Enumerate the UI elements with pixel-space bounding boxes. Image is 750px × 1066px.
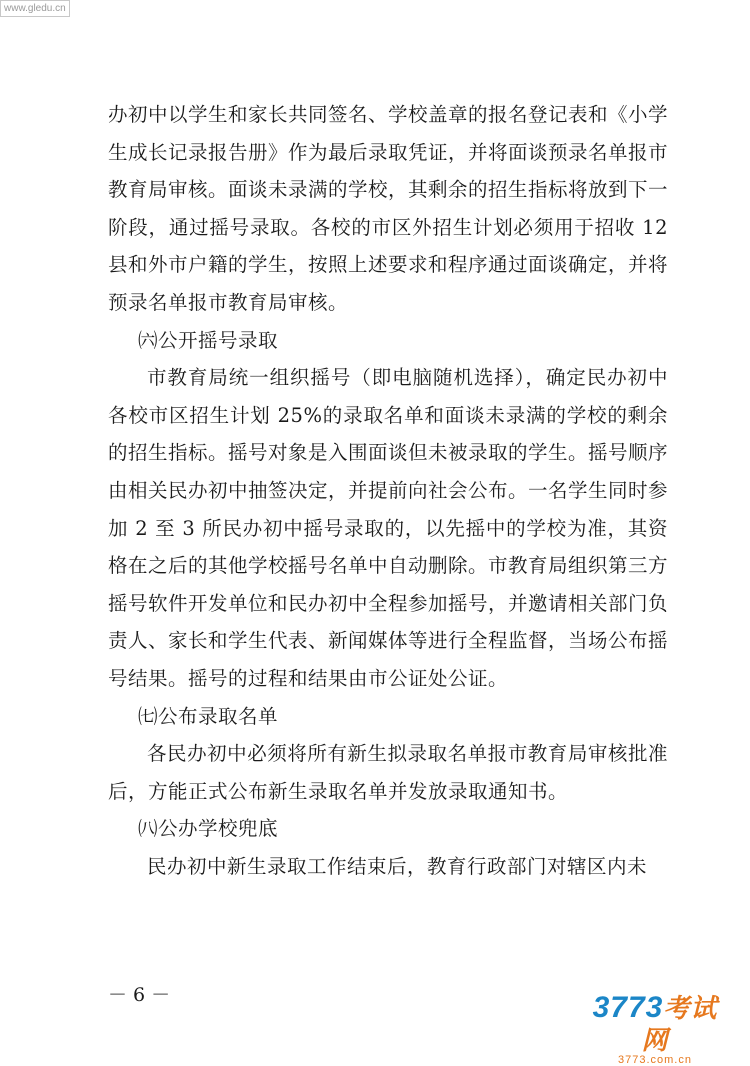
paragraph-3: 各民办初中必须将所有新生拟录取名单报市教育局审核批准后，方能正式公布新生录取名单并发放录取通知书。: [108, 742, 668, 803]
paragraph-1: 办初中以学生和家长共同签名、学校盖章的报名登记表和《小学生成长记录报告册》作为最后录取凭证，并将面谈预录名单报市教育局审核。面谈未录满的学校，其剩余的招生指标将放到下一阶段，通过摇号录取。各校的市区外招生计划必须用于招收 12 县和外市户籍的学生，按照上述要求和程序通过面谈确定，并将预录名单报市教育局审核。: [108, 103, 669, 314]
logo-main: [580, 992, 730, 1056]
section-heading-8: ㈧公办学校兜底: [138, 817, 279, 841]
paragraph-4: 民办初中新生录取工作结束后，教育行政部门对辖区内未: [147, 854, 648, 878]
site-watermark: www.gledu.cn: [0, 0, 70, 17]
logo-digits: 3773: [592, 991, 664, 1024]
section-heading-6: ㈥公开摇号录取: [138, 328, 279, 352]
logo-url: 3773.com.cn: [618, 1054, 692, 1066]
section-heading-7: ㈦公布录取名单: [138, 704, 279, 728]
site-logo: [580, 991, 730, 1066]
page-number: － 6 －: [108, 984, 171, 1006]
logo-cn-text: 考试网: [641, 993, 718, 1055]
document-body: [108, 96, 668, 885]
paragraph-2: 市教育局统一组织摇号（即电脑随机选择），确定民办初中各校市区招生计划 25%的录取名单和面谈未录满的学校的剩余的招生指标。摇号对象是入围面谈但未被录取的学生。摇号顺序由相关民办初中抽签决定，并提前向社会公布。一名学生同时参加 2 至 3 所民办初中摇号录取的，以先摇中的学校为准，其资格在之后的其他学校摇号名单中自动删除。市教育局组织第三方摇号软件开发单位和民办初中全程参加摇号，并邀请相关部门负责人、家长和学生代表、新闻媒体等进行全程监督，当场公布摇号结果。摇号的过程和结果由市公证处公证。: [108, 366, 669, 690]
